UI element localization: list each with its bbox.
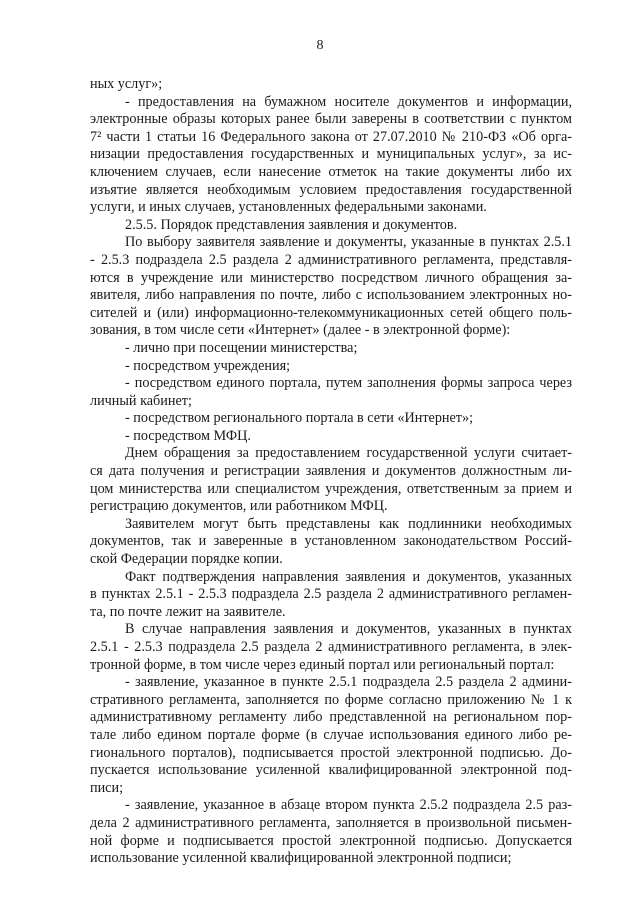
- text-line: услуги, и иных случаев, установленных федеральными законами.: [90, 199, 487, 216]
- text-line: тронной форме, в том числе через единый портал или региональный портал:: [90, 656, 555, 673]
- text-line: 7² части 1 статьи 16 Федерального закона от 27.07.2010 № 210-ФЗ «Об орга-: [90, 128, 572, 145]
- text-line: ются в учреждение или министерство посредством личного обращения за-: [90, 269, 572, 286]
- text-line: Факт подтверждения направления заявления и документов, указанных: [125, 568, 572, 585]
- text-line: изъятие является необходимым условием предоставления государственной: [90, 181, 572, 198]
- text-line: - заявление, указанное в пункте 2.5.1 подраздела 2.5 раздела 2 админи-: [125, 674, 572, 691]
- text-line: гионального порталов), подписывается простой электронной подписью. До-: [90, 744, 572, 761]
- text-line: пускается использование усиленной квалифицированной электронной под-: [90, 762, 572, 779]
- text-line: ных услуг»;: [90, 76, 163, 92]
- text-line: та, по почте лежит на заявителе.: [90, 603, 286, 620]
- text-line: административному регламенту либо представленной на региональном пор-: [90, 709, 572, 726]
- text-line: - посредством единого портала, путем заполнения формы запроса через: [125, 375, 572, 392]
- text-line: - посредством МФЦ.: [125, 427, 251, 444]
- text-line: ся дата получения и регистрации заявления и документов должностным ли-: [90, 463, 572, 480]
- text-line: - заявление, указанное в абзаце втором пункта 2.5.2 подраздела 2.5 раз-: [125, 797, 572, 814]
- text-line: использование усиленной квалифицированной электронной подписи;: [90, 850, 512, 867]
- text-line: сителей и (или) информационно-телекоммуникационных сетей общего поль-: [90, 304, 572, 321]
- text-line: документов, так и заверенные в установленном законодательством Россий-: [90, 533, 572, 550]
- text-line: низации предоставления государственных и муниципальных услуг», за ис-: [90, 146, 572, 163]
- text-line: стративного регламента, заполняется по форме согласно приложению № 1 к: [90, 691, 572, 708]
- text-line: Днем обращения за предоставлением государственной услуги считает-: [125, 445, 572, 462]
- text-line: 2.5.5. Порядок представления заявления и документов.: [125, 216, 458, 233]
- text-line: дела 2 административного регламента, заполняется в произвольной письмен-: [90, 814, 572, 831]
- text-line: - 2.5.3 подраздела 2.5 раздела 2 административного регламента, представля-: [90, 251, 572, 268]
- document-body: [90, 76, 572, 868]
- text-line: - предоставления на бумажном носителе документов и информации,: [125, 93, 572, 110]
- text-line: - посредством учреждения;: [125, 357, 291, 374]
- text-line: писи;: [90, 779, 124, 796]
- text-line: зования, в том числе сети «Интернет» (далее - в электронной форме):: [90, 322, 511, 339]
- text-line: личный кабинет;: [90, 392, 192, 409]
- text-line: регистрацию документов, или работником МФЦ.: [90, 498, 388, 515]
- text-line: в пунктах 2.5.1 - 2.5.3 подраздела 2.5 раздела 2 административного регламен-: [90, 586, 572, 603]
- text-line: ной форме и подписывается простой электронной подписью. Допускается: [90, 832, 572, 849]
- page-number: 8: [316, 38, 324, 53]
- text-line: ской Федерации порядке копии.: [90, 551, 283, 568]
- text-line: 2.5.1 - 2.5.3 подраздела 2.5 раздела 2 административного регламента, в элек-: [90, 639, 572, 655]
- text-line: явителя, либо направления по почте, либо с использованием электронных но-: [90, 287, 572, 304]
- text-line: Заявителем могут быть представлены как подлинники необходимых: [125, 515, 572, 532]
- text-line: цом министерства или специалистом учреждения, ответственным за прием и: [90, 480, 572, 497]
- text-line: ключением случаев, если нанесение отметок на такие документы либо их: [90, 163, 572, 180]
- text-line: В случае направления заявления и документов, указанных в пунктах: [125, 621, 572, 638]
- text-line: электронные образы которых ранее были заверены в соответствии с пунктом: [90, 111, 572, 128]
- text-line: - посредством регионального портала в сети «Интернет»;: [125, 410, 474, 427]
- text-line: тале либо едином портале форме (в случае использования единого либо ре-: [90, 726, 572, 743]
- text-line: - лично при посещении министерства;: [125, 339, 358, 356]
- text-line: По выбору заявителя заявление и документы, указанные в пунктах 2.5.1: [125, 234, 572, 251]
